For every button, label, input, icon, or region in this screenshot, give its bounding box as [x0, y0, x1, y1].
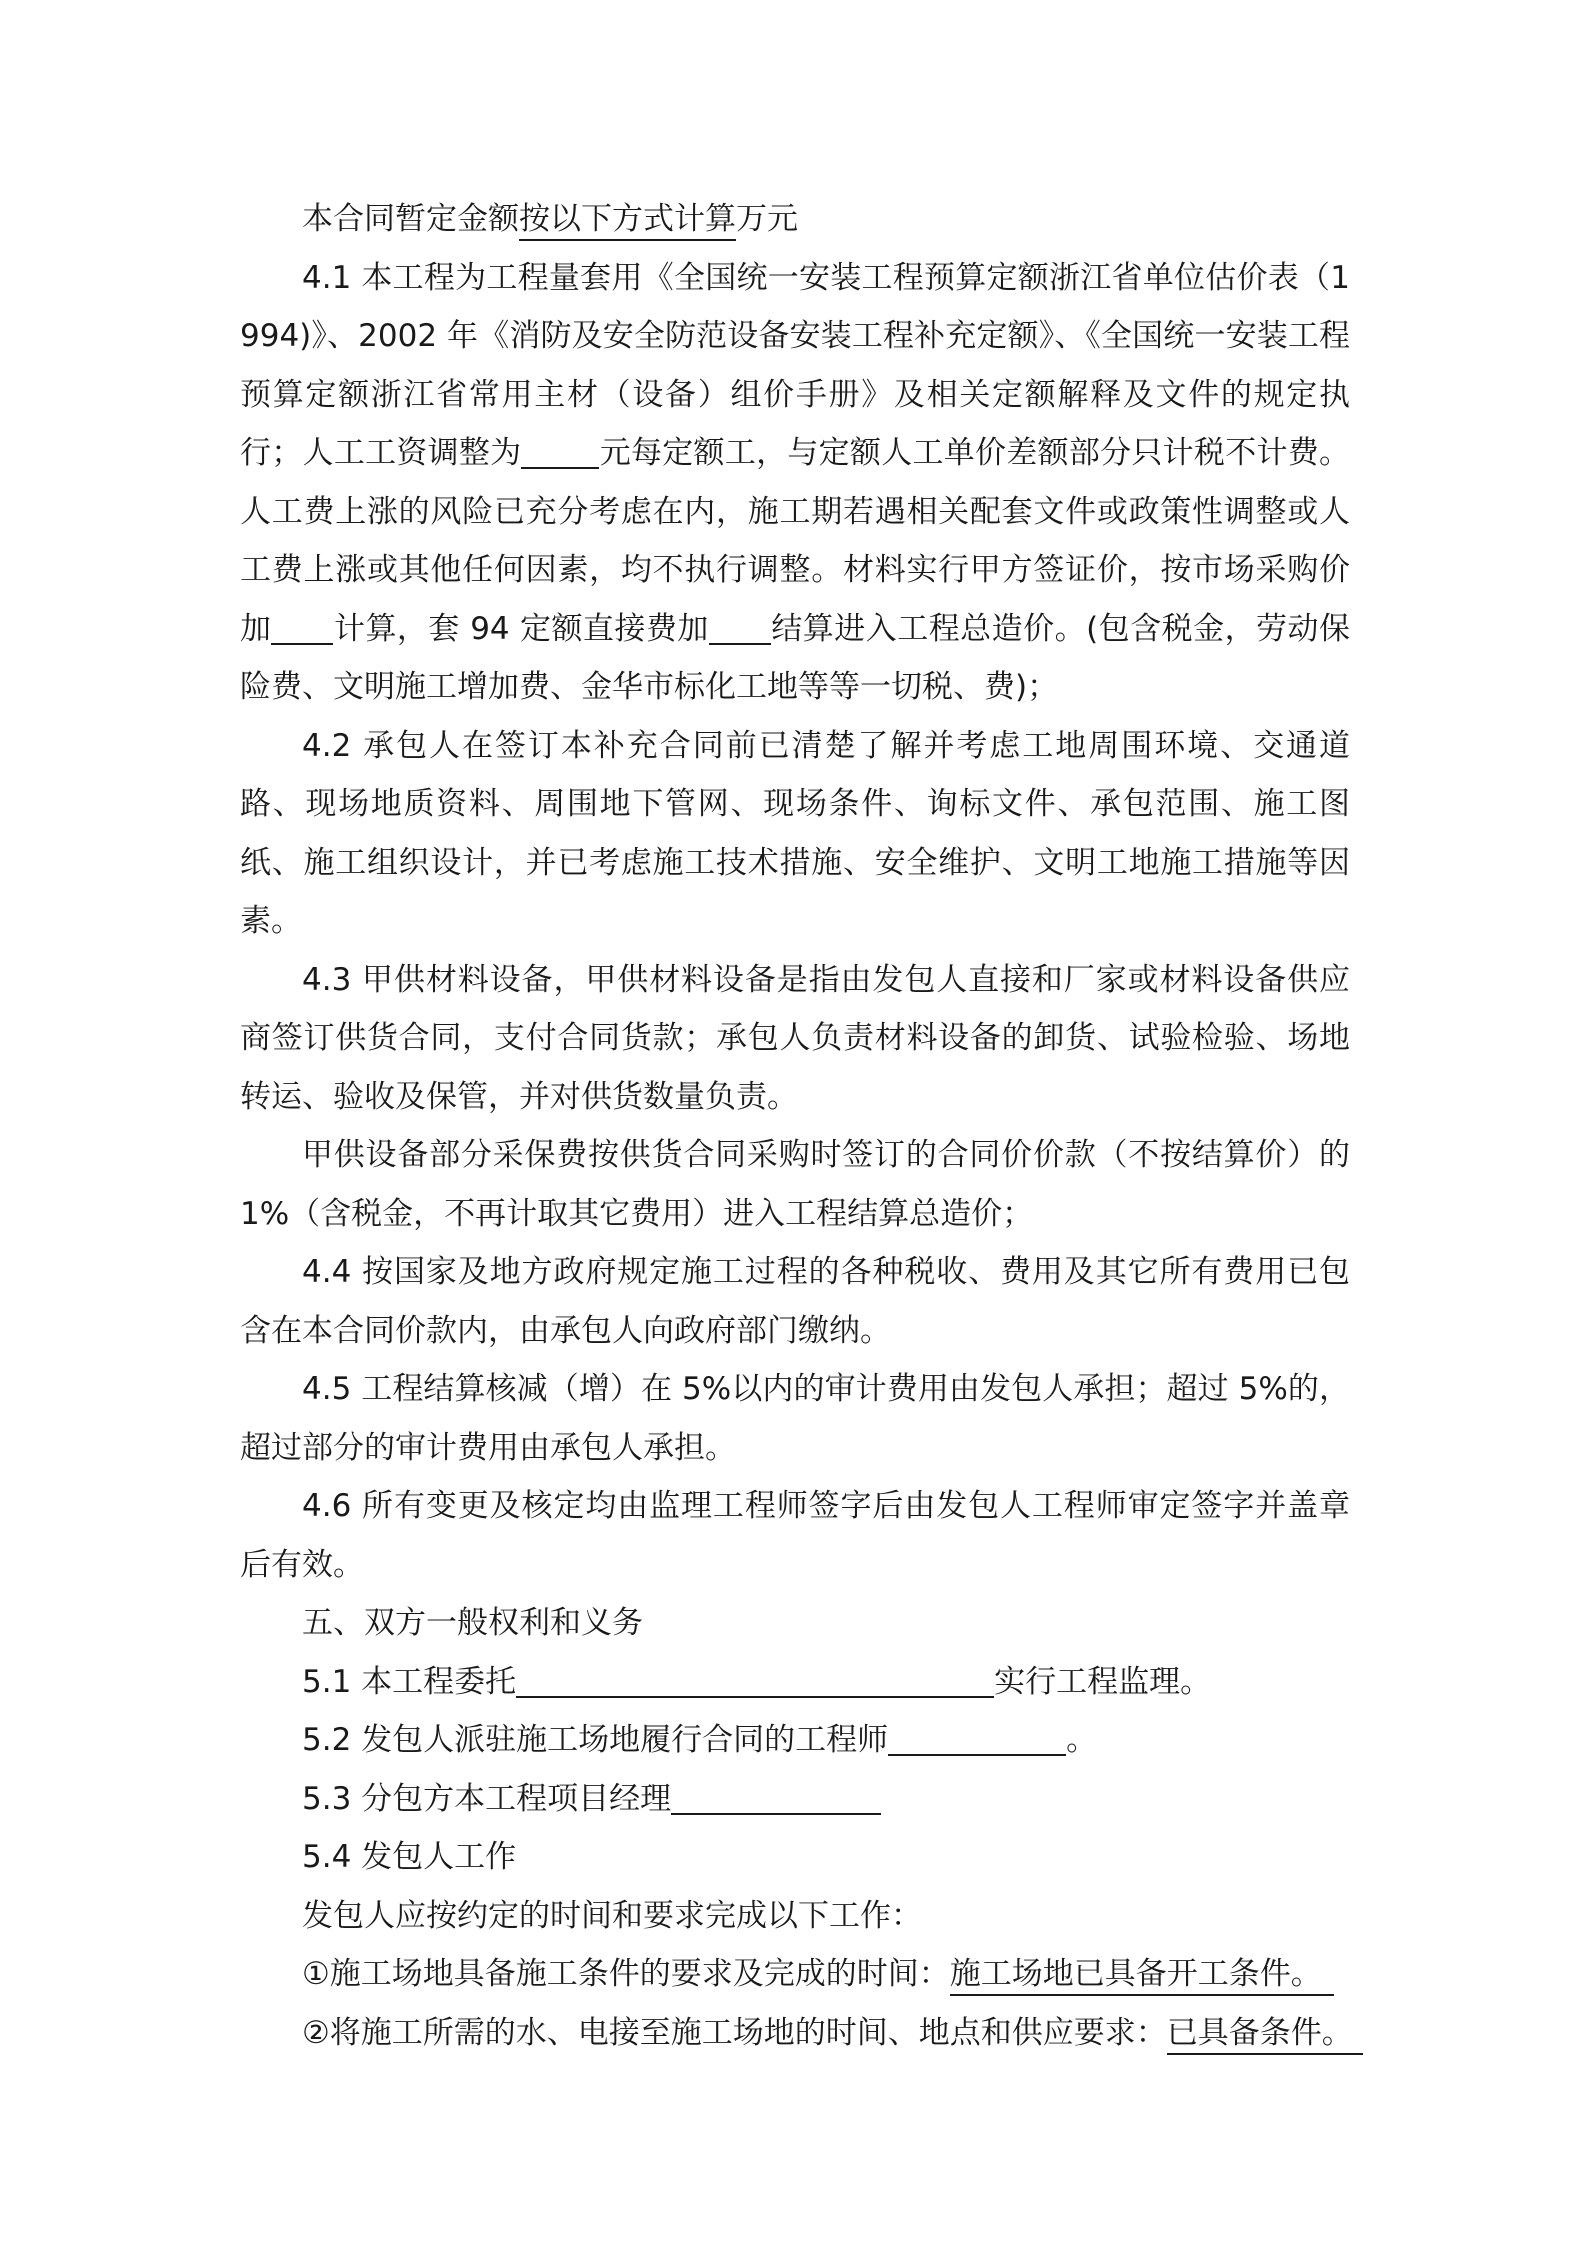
clause-4-1-text-d: 结算进入工程总造价。(包含税金，劳动保险费、文明施工增加费、金华市标化工地等等一切税、费)；: [240, 610, 1351, 705]
section-5-heading: 五、双方一般权利和义务: [302, 1605, 643, 1641]
supervisor-blank: [516, 1662, 994, 1698]
engineer-blank: [888, 1720, 1066, 1756]
contract-amount-label: 本合同暂定金额: [302, 201, 519, 237]
clause-4-1-text-b: 元每定额工，与定额人工单价差额部分只计税不计费。人工费上涨的风险已充分考虑在内，施工期若遇相关配套文件或政策性调整或人工费上涨或其他任何因素，均不执行调整。材料实行甲方签证价，按市场采购价加: [240, 435, 1351, 647]
clause-4-4: 4.4 按国家及地方政府规定施工过程的各种税收、费用及其它所有费用已包含在本合同价款内，由承包人向政府部门缴纳。: [240, 1254, 1350, 1349]
work-item-1-label: ①施工场地具备施工条件的要求及完成的时间：: [302, 1956, 950, 1992]
clause-4-5: 4.5 工程结算核减（增）在 5%以内的审计费用由发包人承担；超过 5%的，超过部分的审计费用由承包人承担。: [240, 1371, 1350, 1466]
work-item-2: [240, 2004, 1353, 2063]
work-item-2-value: 已具备条件。: [1167, 2013, 1363, 2055]
clause-4-3-supplement: 甲供设备部分采保费按供货合同采购时签订的合同价价款（不按结算价）的1%（含税金，不再计取其它费用）进入工程结算总造价；: [240, 1137, 1350, 1232]
direct-cost-blank: [709, 609, 771, 645]
clause-5-2-label: 5.2 发包人派驻施工场地履行合同的工程师: [302, 1722, 889, 1758]
project-manager-blank: [671, 1779, 881, 1815]
clause-5-1: [240, 1653, 1350, 1712]
clause-4-1: [240, 249, 1350, 717]
wage-adjust-blank: [521, 433, 599, 469]
clause-5-4: 5.4 发包人工作: [302, 1839, 517, 1875]
clause-4-2: 4.2 承包人在签订本补充合同前已清楚了解并考虑工地周围环境、交通道路、现场地质资料、周围地下管网、现场条件、询标文件、承包范围、施工图纸、施工组织设计，并已考虑施工技术措施、安全维护、文明工地施工措施等因素。: [240, 727, 1350, 939]
contract-amount-line: [240, 190, 1350, 249]
clause-5-2-suffix: 。: [1066, 1722, 1098, 1758]
clause-4-6: 4.6 所有变更及核定均由监理工程师签字后由发包人工程师审定签字并盖章后有效。: [240, 1488, 1350, 1583]
clause-5-3-label: 5.3 分包方本工程项目经理: [302, 1780, 672, 1817]
clause-4-1-text-a: 4.1 本工程为工程量套用《全国统一安装工程预算定额浙江省单位估价表（1994)》、2002 年《消防及安全防范设备安装工程补充定额》、《全国统一安装工程预算定额浙江省常用主材（设备）组价手册》及相关定额解释及文件的规定执行；人工工资调整为: [240, 259, 1350, 471]
clause-5-3: [240, 1770, 1350, 1829]
document-body: [240, 190, 1353, 2062]
clause-5-2: [240, 1711, 1350, 1770]
clause-5-1-suffix: 实行工程监理。: [994, 1663, 1212, 1700]
contract-amount-value: 按以下方式计算: [519, 201, 736, 241]
work-item-2-label: ②将施工所需的水、电接至施工场地的时间、地点和供应要求：: [302, 2014, 1167, 2051]
clause-4-3: 4.3 甲供材料设备，甲供材料设备是指由发包人直接和厂家或材料设备供应商签订供货合同，支付合同货款；承包人负责材料设备的卸货、试验检验、场地转运、验收及保管，并对供货数量负责。: [240, 961, 1350, 1115]
work-item-1: [240, 1945, 1350, 2004]
work-item-1-value: 施工场地已具备开工条件。: [950, 1954, 1334, 1996]
clause-4-1-text-c: 计算，套 94 定额直接费加: [333, 610, 709, 647]
clause-5-1-label: 5.1 本工程委托: [302, 1663, 517, 1700]
markup-blank: [271, 609, 333, 645]
clause-5-4-intro: 发包人应按约定的时间和要求完成以下工作：: [302, 1897, 922, 1934]
contract-amount-unit: 万元: [736, 201, 798, 237]
